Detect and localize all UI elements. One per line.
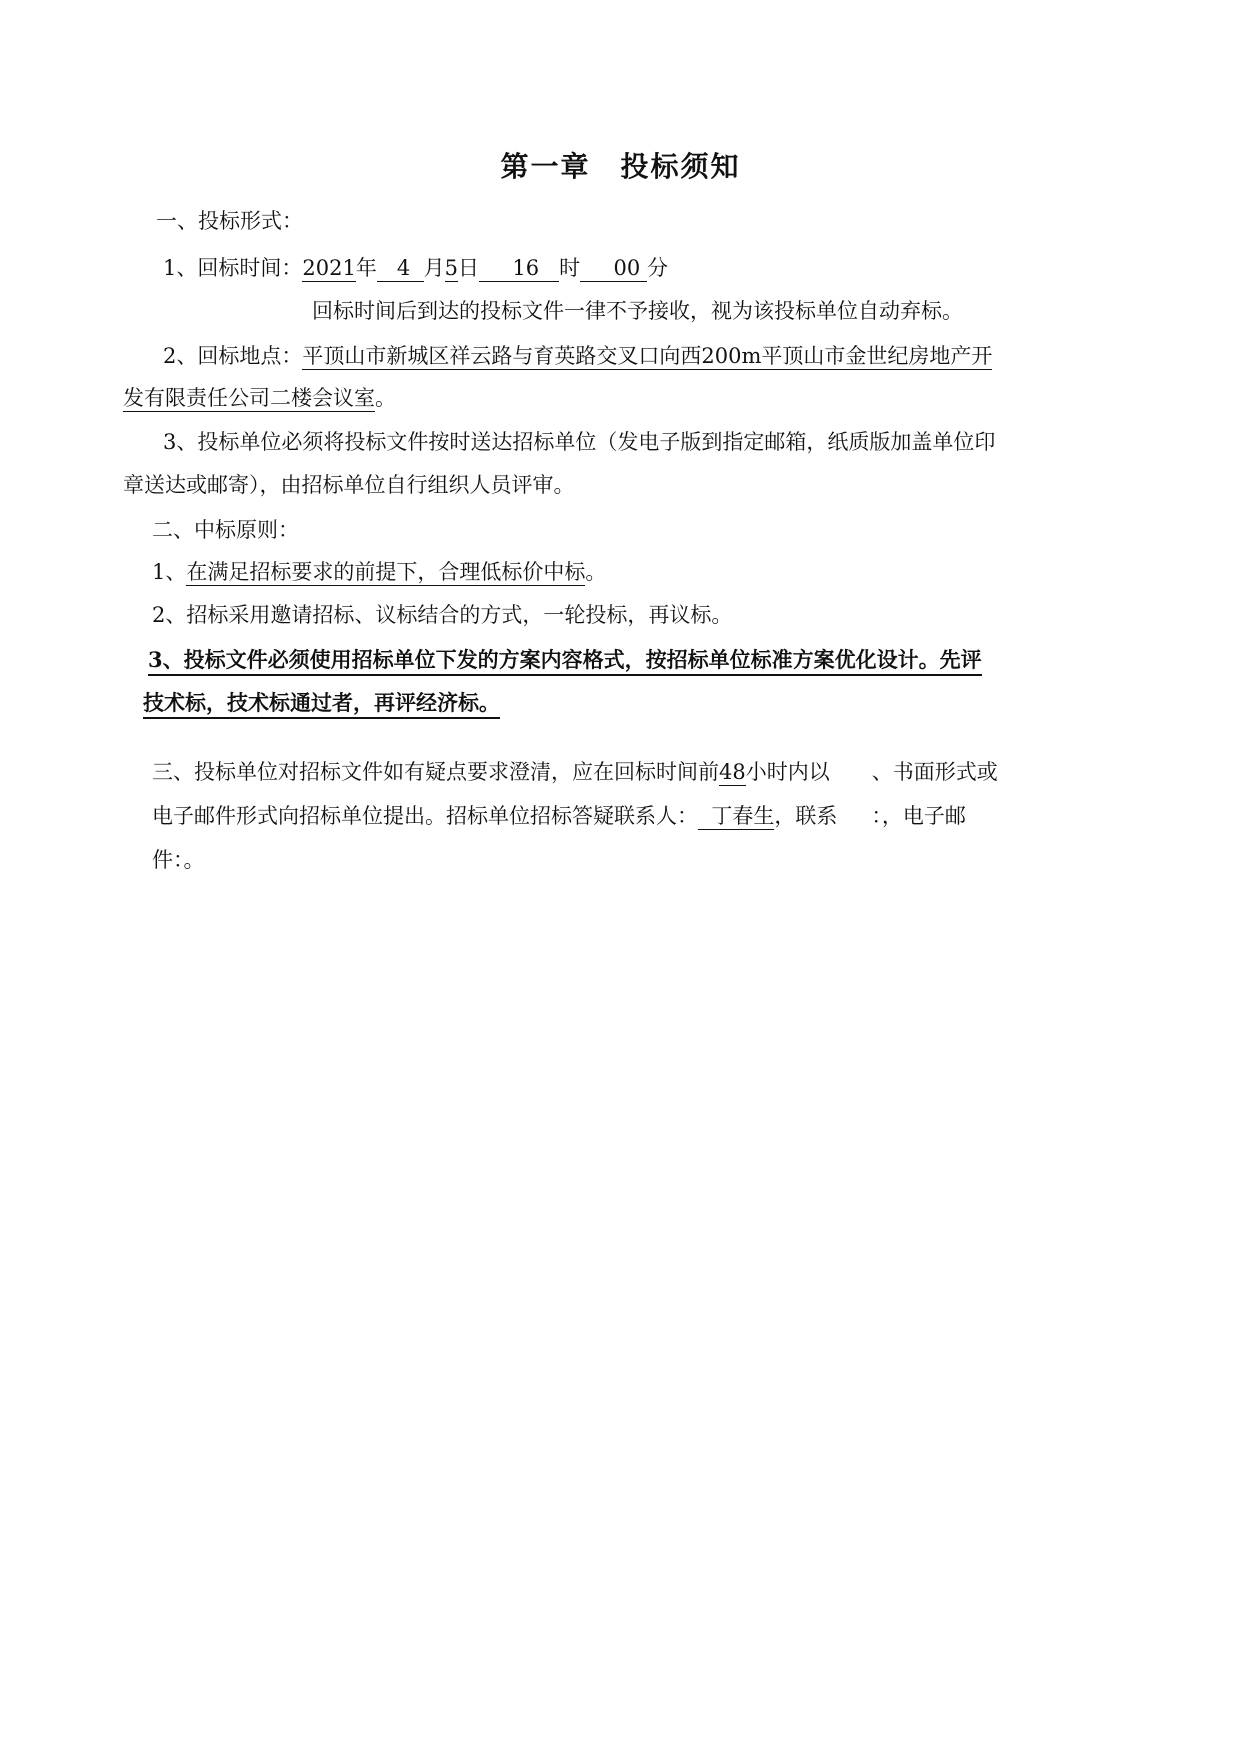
clarification-text-g: ，电子邮 [881, 804, 966, 828]
clarification-line3: 件：。 [152, 848, 205, 872]
clarification-text-d: 电子邮件形式向招标单位提出。招标单位招标答疑联系人： [152, 804, 698, 828]
award-principle-1-text: 在满足招标要求的前提下，合理低标价中标 [186, 560, 586, 584]
month-unit: 月 [423, 256, 445, 280]
year-unit: 年 [355, 256, 377, 280]
clarification-text-f: ： [871, 804, 882, 828]
clarification-line1 [152, 757, 998, 787]
hour-unit: 时 [559, 256, 581, 280]
return-minute: 00 [613, 256, 641, 280]
award-principle-3-text1: 3、投标文件必须使用招标单位下发的方案内容格式，按招标单位标准方案优化设计。先评 [148, 647, 982, 676]
return-address-part2: 发有限责任公司二楼会议室 [123, 386, 375, 410]
clarification-text-e: ，联系 [774, 804, 838, 828]
contact-person: 丁春生 [711, 804, 775, 828]
award-principle-1-end: 。 [585, 560, 607, 584]
award-principle-1 [152, 557, 606, 587]
day-unit: 日 [457, 256, 479, 280]
return-location-prefix: 2、回标地点： [163, 344, 303, 368]
delivery-requirement-line1: 3、投标单位必须将投标文件按时送达招标单位（发电子版到指定邮箱，纸质版加盖单位印 [163, 430, 996, 454]
return-time-prefix: 1、回标时间： [163, 256, 303, 280]
award-principle-3-line1 [148, 645, 982, 675]
section2-heading: 二、中标原则： [152, 518, 299, 542]
contact-person-field [698, 804, 774, 830]
award-principle-3-text2: 技术标，技术标通过者，再评经济标。 [143, 690, 500, 719]
return-minute-field [580, 256, 647, 282]
clarification-line2 [152, 801, 966, 831]
return-month-field [377, 256, 424, 282]
clarification-hours: 48 [719, 760, 746, 784]
award-principle-2: 2、招标采用邀请招标、议标结合的方式，一轮投标，再议标。 [152, 603, 733, 627]
minute-unit: 分 [646, 256, 668, 280]
return-location-line [163, 341, 992, 371]
clarification-text-b: 小时内以 [745, 760, 830, 784]
award-principle-3-line2 [143, 688, 500, 718]
return-time-line [163, 253, 668, 283]
chapter-title: 第一章 投标须知 [500, 150, 741, 183]
clarification-text-a: 三、投标单位对招标文件如有疑点要求澄清，应在回标时间前 [152, 760, 719, 784]
section1-heading: 一、投标形式： [156, 209, 303, 233]
return-hour-field [479, 256, 559, 282]
return-year: 2021 [302, 256, 356, 280]
return-address-part1: 平顶山市新城区祥云路与育英路交叉口向西200m平顶山市金世纪房地产开 [302, 344, 993, 368]
return-hour: 16 [512, 256, 540, 280]
delivery-requirement-line2: 章送达或邮寄），由招标单位自行组织人员评审。 [123, 473, 575, 497]
return-address-end: 。 [375, 386, 396, 410]
clarification-text-c: 、书面形式或 [871, 760, 998, 784]
return-day: 5 [444, 256, 458, 280]
return-location-line2 [123, 383, 396, 413]
award-principle-1-prefix: 1、 [152, 560, 187, 584]
return-month: 4 [396, 256, 411, 280]
late-submission-note: 回标时间后到达的投标文件一律不予接收，视为该投标单位自动弃标。 [312, 299, 963, 323]
